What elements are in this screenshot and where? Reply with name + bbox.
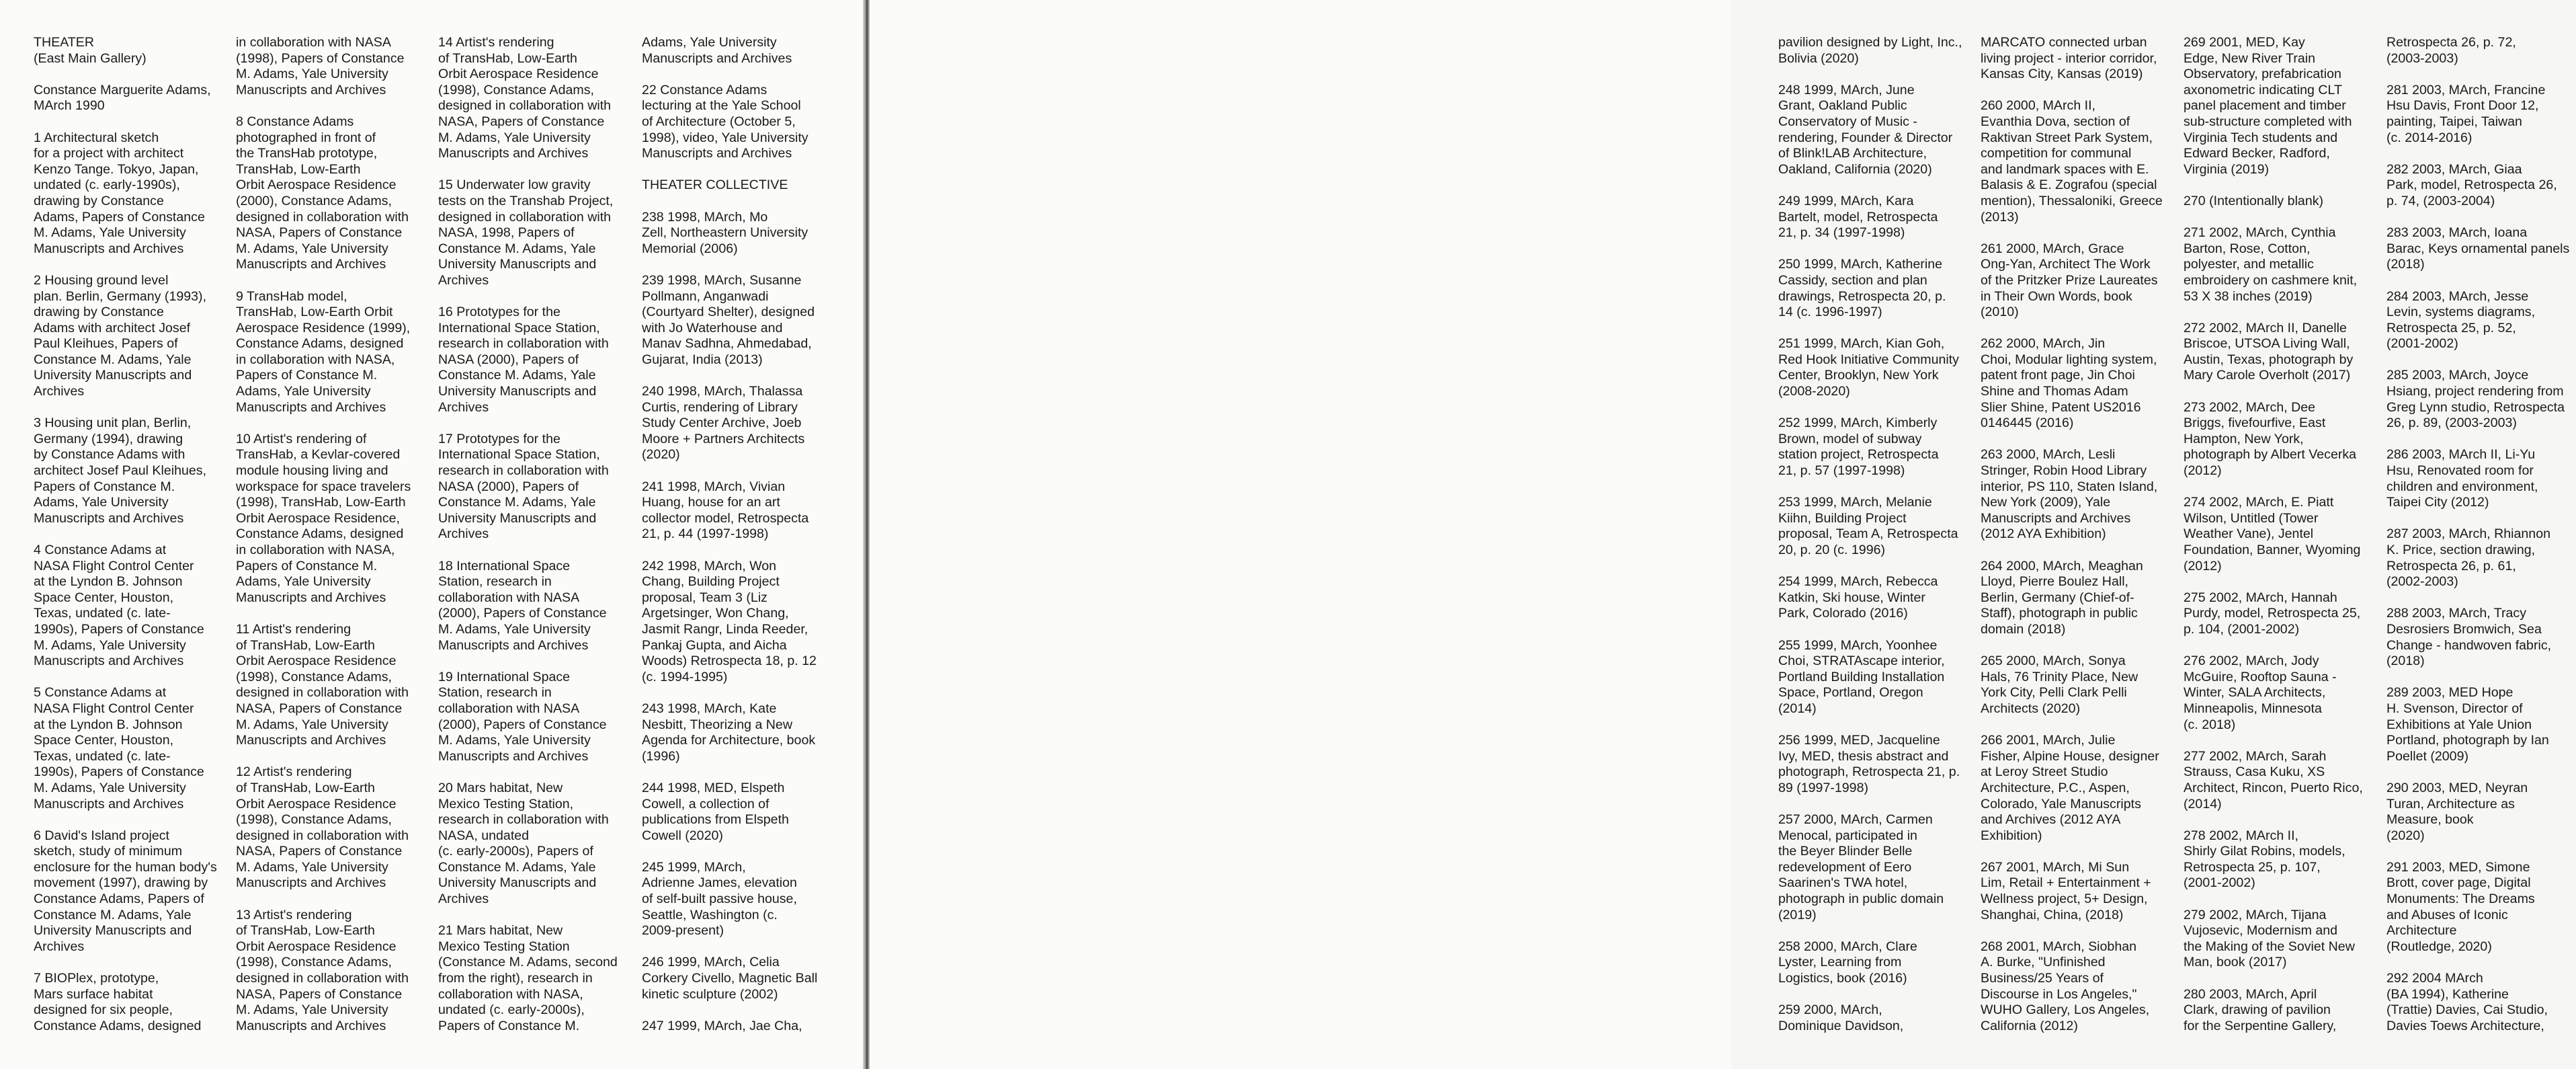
catalog-entry: 1 Architectural sketch for a project with architect Kenzo Tange. Tokyo, Japan, undated (c. early-1990s), drawing by Constance Adams, Papers of Constance M. Adams, Yale University Manuscripts and Archives bbox=[34, 130, 205, 256]
catalog-entry: 280 2003, MArch, April Clark, drawing of pavilion for the Serpentine Gallery, bbox=[2184, 986, 2337, 1033]
catalog-entry: 287 2003, MArch, Rhiannon K. Price, section drawing, Retrospecta 26, p. 61, (2002-2003) bbox=[2386, 526, 2550, 590]
catalog-entry: 275 2002, MArch, Hannah Purdy, model, Retrospecta 25, p. 104, (2001-2002) bbox=[2184, 590, 2361, 637]
catalog-entry: 244 1998, MED, Elspeth Cowell, a collection of publications from Elspeth Cowell (2020) bbox=[642, 780, 789, 843]
catalog-entry: 246 1999, MArch, Celia Corkery Civello, Magnetic Ball kinetic sculpture (2002) bbox=[642, 955, 818, 1002]
catalog-entry: 249 1999, MArch, Kara Bartelt, model, Retrospecta 21, p. 34 (1997-1998) bbox=[1778, 193, 1938, 241]
catalog-entry: THEATER COLLECTIVE bbox=[642, 177, 788, 193]
catalog-entry: 256 1999, MED, Jacqueline Ivy, MED, thesis abstract and photograph, Retrospecta 21, p. 89 (1997-1998) bbox=[1778, 733, 1960, 795]
catalog-entry: 2 Housing ground level plan. Berlin, Germany (1993), drawing by Constance Adams with architect Josef Paul Kleihues, Papers of Constance M. Adams, Yale University Manuscripts and Archives bbox=[34, 272, 207, 399]
column-3 bbox=[438, 35, 628, 1054]
catalog-entry: 253 1999, MArch, Melanie Kiihn, Building Project proposal, Team A, Retrospecta 20, p. 20 (c. 1996) bbox=[1778, 495, 1958, 557]
catalog-entry: 281 2003, MArch, Francine Hsu Davis, Front Door 12, painting, Taipei, Taiwan (c. 2014-2016) bbox=[2386, 82, 2546, 145]
catalog-entry: 240 1998, MArch, Thalassa Curtis, rendering of Library Study Center Archive, Joeb Moore + Partners Architects (2020) bbox=[642, 384, 805, 463]
catalog-entry: 266 2001, MArch, Julie Fisher, Alpine House, designer at Leroy Street Studio Architecture, P.C., Aspen, Colorado, Yale Manuscripts and Archives (2012 AYA Exhibition) bbox=[1981, 733, 2159, 843]
catalog-entry: 259 2000, MArch, Dominique Davidson, bbox=[1778, 1002, 1904, 1033]
catalog-entry: 242 1998, MArch, Won Chang, Building Project proposal, Team 3 (Liz Argetsinger, Won Chang, Jasmit Rangr, Linda Reeder, Pankaj Gupta, and Aicha Woods) Retrospecta 18, p. 12 (c. 1994-1995) bbox=[642, 558, 817, 684]
catalog-entry: 250 1999, MArch, Katherine Cassidy, section and plan drawings, Retrospecta 20, p. 14 (c. 1996-1997) bbox=[1778, 257, 1946, 320]
catalog-entry: 282 2003, MArch, Giaa Park, model, Retrospecta 26, p. 74, (2003-2004) bbox=[2386, 161, 2557, 208]
catalog-entry: 267 2001, MArch, Mi Sun Lim, Retail + Entertainment + Wellness project, 5+ Design, Shanghai, China, (2018) bbox=[1981, 859, 2151, 922]
catalog-entry: 263 2000, MArch, Lesli Stringer, Robin Hood Library interior, PS 110, Staten Island, New York (2009), Yale Manuscripts and Archives (2012 AYA Exhibition) bbox=[1981, 447, 2158, 542]
catalog-entry: 278 2002, MArch II, Shirly Gilat Robins, models, Retrospecta 25, p. 107, (2001-2002) bbox=[2184, 828, 2345, 891]
catalog-entry: 9 TransHab model, TransHab, Low-Earth Orbit Aerospace Residence (1999), Constance Adams, designed in collaboration with NASA, Papers of Constance M. Adams, Yale University Manuscripts and Archives bbox=[236, 288, 411, 415]
catalog-entry: Constance Marguerite Adams, MArch 1990 bbox=[34, 82, 211, 114]
catalog-entry: 10 Artist's rendering of TransHab, a Kevlar-covered module housing living and workspace for space travelers (1998), TransHab, Low-Earth Orbit Aerospace Residence, Constance Adams, designed in collaboration with NASA, Papers of Constance M. Adams, Yale University Manuscripts and Archives bbox=[236, 431, 411, 605]
column-5 bbox=[1778, 35, 1968, 1054]
catalog-entry: 4 Constance Adams at NASA Flight Control Center at the Lyndon B. Johnson Space Center, Houston, Texas, undated (c. late- 1990s), Papers of Constance M. Adams, Yale University Manuscripts and Archives bbox=[34, 543, 204, 669]
catalog-entry: 239 1998, MArch, Susanne Pollmann, Anganwadi (Courtyard Shelter), designed with Jo Waterhouse and Manav Sadhna, Ahmedabad, Gujarat, India (2013) bbox=[642, 272, 815, 367]
catalog-entry: 291 2003, MED, Simone Brott, cover page, Digital Monuments: The Dreams and Abuses of Iconic Architecture (Routledge, 2020) bbox=[2386, 859, 2535, 954]
catalog-entry: 257 2000, MArch, Carmen Menocal, participated in the Beyer Blinder Belle redevelopment of Eero Saarinen's TWA hotel, photograph in public domain (2019) bbox=[1778, 812, 1944, 922]
catalog-entry: 22 Constance Adams lecturing at the Yale School of Architecture (October 5, 1998), video, Yale University Manuscripts and Archives bbox=[642, 82, 808, 161]
column-6 bbox=[1981, 35, 2170, 1054]
catalog-entry: 243 1998, MArch, Kate Nesbitt, Theorizing a New Agenda for Architecture, book (1996) bbox=[642, 701, 816, 764]
column-4 bbox=[642, 35, 831, 1054]
catalog-entry: 290 2003, MED, Neyran Turan, Architecture as Measure, book (2020) bbox=[2386, 780, 2528, 843]
catalog-entry: 238 1998, MArch, Mo Zell, Northeastern University Memorial (2006) bbox=[642, 209, 808, 256]
catalog-entry: 255 1999, MArch, Yoonhee Choi, STRATAscape interior, Portland Building Installation Space, Portland, Oregon (2014) bbox=[1778, 637, 1945, 716]
catalog-entry: 252 1999, MArch, Kimberly Brown, model of subway station project, Retrospecta 21, p. 57 (1997-1998) bbox=[1778, 415, 1939, 479]
book-gutter bbox=[863, 0, 870, 1069]
catalog-entry: 260 2000, MArch II, Evanthia Dova, section of Raktivan Street Park System, competition for communal and landmark spaces with E. Balasis & E. Zografou (special mention), Thessaloniki, Greece (2013) bbox=[1981, 98, 2163, 225]
catalog-entry: MARCATO connected urban living project - interior corridor, Kansas City, Kansas (2019) bbox=[1981, 35, 2157, 82]
catalog-entry: 7 BIOPlex, prototype, Mars surface habitat designed for six people, Constance Adams, designed bbox=[34, 971, 202, 1033]
catalog-entry: 273 2002, MArch, Dee Briggs, fivefourfive, East Hampton, New York, photograph by Albert Vecerka (2012) bbox=[2184, 399, 2357, 479]
catalog-entry: 283 2003, MArch, Ioana Barac, Keys ornamental panels (2018) bbox=[2386, 225, 2570, 272]
catalog-entry: 286 2003, MArch II, Li-Yu Hsu, Renovated room for children and environment, Taipei City (2012) bbox=[2386, 447, 2538, 510]
column-1 bbox=[34, 35, 223, 1054]
catalog-entry: 258 2000, MArch, Clare Lyster, Learning from Logistics, book (2016) bbox=[1778, 939, 1917, 986]
catalog-entry: pavilion designed by Light, Inc., Bolivia (2020) bbox=[1778, 35, 1962, 66]
catalog-entry: 270 (Intentionally blank) bbox=[2184, 193, 2324, 208]
catalog-entry: 11 Artist's rendering of TransHab, Low-Earth Orbit Aerospace Residence (1998), Constance Adams, designed in collaboration with NASA, Papers of Constance M. Adams, Yale University Manuscripts and Archives bbox=[236, 621, 409, 748]
catalog-entry: 277 2002, MArch, Sarah Strauss, Casa Kuku, XS Architect, Rincon, Puerto Rico, (2014) bbox=[2184, 748, 2363, 811]
catalog-entry: 248 1999, MArch, June Grant, Oakland Public Conservatory of Music - rendering, Founder & Director of Blink!LAB Architecture, Oakland, California (2020) bbox=[1778, 82, 1953, 177]
catalog-entry: 251 1999, MArch, Kian Goh, Red Hook Initiative Community Center, Brooklyn, New York (2008-2020) bbox=[1778, 336, 1959, 399]
catalog-entry: 15 Underwater low gravity tests on the Transhab Project, designed in collaboration with NASA, 1998, Papers of Constance M. Adams, Yale University Manuscripts and Archives bbox=[438, 177, 614, 288]
catalog-entry: 292 2004 MArch (BA 1994), Katherine (Trattie) Davies, Cai Studio, Davies Toews Architecture, bbox=[2386, 971, 2548, 1033]
left-page bbox=[0, 0, 863, 1069]
catalog-entry: 8 Constance Adams photographed in front of the TransHab prototype, TransHab, Low-Earth Orbit Aerospace Residence (2000), Constance Adams, designed in collaboration with NASA, Papers of Constance M. Adams, Yale University Manuscripts and Archives bbox=[236, 114, 409, 272]
catalog-entry: 6 David's Island project sketch, study of minimum enclosure for the human body's movement (1997), drawing by Constance Adams, Papers of Constance M. Adams, Yale University Manuscripts and Archives bbox=[34, 828, 217, 954]
catalog-entry: 285 2003, MArch, Joyce Hsiang, project rendering from Greg Lynn studio, Retrospecta 26, p. 89, (2003-2003) bbox=[2386, 368, 2565, 431]
column-8 bbox=[2386, 35, 2576, 1054]
catalog-entry: 279 2002, MArch, Tijana Vujosevic, Modernism and the Making of the Soviet New Man, book (2017) bbox=[2184, 907, 2355, 970]
catalog-entry: 268 2001, MArch, Siobhan A. Burke, "Unfinished Business/25 Years of Discourse in Los Angeles," WUHO Gallery, Los Angeles, California (2012) bbox=[1981, 939, 2150, 1033]
catalog-entry: 14 Artist's rendering of TransHab, Low-Earth Orbit Aerospace Residence (1998), Constance Adams, designed in collaboration with NASA, Papers of Constance M. Adams, Yale University Manuscripts and Archives bbox=[438, 35, 612, 161]
catalog-entry: 12 Artist's rendering of TransHab, Low-Earth Orbit Aerospace Residence (1998), Constance Adams, designed in collaboration with NASA, Papers of Constance M. Adams, Yale University Manuscripts and Archives bbox=[236, 764, 409, 891]
catalog-entry: 269 2001, MED, Kay Edge, New River Train Observatory, prefabrication axonometric indicating CLT panel placement and timber sub-structure completed with Virginia Tech students and Edward Becker, Radford, Virginia (2019) bbox=[2184, 35, 2352, 177]
catalog-entry: 245 1999, MArch, Adrienne James, elevation of self-built passive house, Seattle, Washington (c. 2009-present) bbox=[642, 859, 797, 939]
catalog-entry: Retrospecta 26, p. 72, (2003-2003) bbox=[2386, 35, 2516, 66]
catalog-entry: 5 Constance Adams at NASA Flight Control Center at the Lyndon B. Johnson Space Center, Houston, Texas, undated (c. late- 1990s), Papers of Constance M. Adams, Yale University Manuscripts and Archives bbox=[34, 685, 204, 811]
catalog-entry: 262 2000, MArch, Jin Choi, Modular lighting system, patent front page, Jin Choi Shine and Thomas Adam Slier Shine, Patent US2016 0146445 (2016) bbox=[1981, 336, 2157, 431]
catalog-entry: 284 2003, MArch, Jesse Levin, systems diagrams, Retrospecta 25, p. 52, (2001-2002) bbox=[2386, 288, 2536, 352]
catalog-entry: 247 1999, MArch, Jae Cha, bbox=[642, 1018, 802, 1033]
catalog-entry: 19 International Space Station, research in collaboration with NASA (2000), Papers of Constance M. Adams, Yale University Manuscripts and Archives bbox=[438, 669, 607, 764]
catalog-entry: 264 2000, MArch, Meaghan Lloyd, Pierre Boulez Hall, Berlin, Germany (Chief-of- Staff), photograph in public domain (2018) bbox=[1981, 558, 2143, 637]
catalog-entry: 265 2000, MArch, Sonya Hals, 76 Trinity Place, New York City, Pelli Clark Pelli Architects (2020) bbox=[1981, 654, 2138, 716]
catalog-entry: 18 International Space Station, research in collaboration with NASA (2000), Papers of Constance M. Adams, Yale University Manuscripts and Archives bbox=[438, 558, 607, 653]
catalog-entry: 254 1999, MArch, Rebecca Katkin, Ski house, Winter Park, Colorado (2016) bbox=[1778, 574, 1938, 621]
catalog-entry: 17 Prototypes for the International Space Station, research in collaboration with NASA (2000), Papers of Constance M. Adams, Yale University Manuscripts and Archives bbox=[438, 431, 609, 542]
column-2 bbox=[236, 35, 425, 1054]
catalog-entry: 289 2003, MED Hope H. Svenson, Director of Exhibitions at Yale Union Portland, photograph by Ian Poellet (2009) bbox=[2386, 685, 2549, 764]
catalog-entry: 271 2002, MArch, Cynthia Barton, Rose, Cotton, polyester, and metallic embroidery on cashmere knit, 53 X 38 inches (2019) bbox=[2184, 225, 2358, 304]
catalog-entry: 13 Artist's rendering of TransHab, Low-Earth Orbit Aerospace Residence (1998), Constance Adams, designed in collaboration with NASA, Papers of Constance M. Adams, Yale University Manuscripts and Archives bbox=[236, 907, 409, 1033]
catalog-entry: 3 Housing unit plan, Berlin, Germany (1994), drawing by Constance Adams with architect Josef Paul Kleihues, Papers of Constance M. Adams, Yale University Manuscripts and Archives bbox=[34, 415, 207, 526]
catalog-entry: 16 Prototypes for the International Space Station, research in collaboration with NASA (2000), Papers of Constance M. Adams, Yale University Manuscripts and Archives bbox=[438, 305, 609, 415]
catalog-entry: Adams, Yale University Manuscripts and Archives bbox=[642, 35, 792, 66]
catalog-entry: in collaboration with NASA (1998), Papers of Constance M. Adams, Yale University Manuscripts and Archives bbox=[236, 35, 405, 97]
catalog-entry: 261 2000, MArch, Grace Ong-Yan, Architect The Work of the Pritzker Prize Laureates in Their Own Words, book (2010) bbox=[1981, 241, 2158, 320]
catalog-entry: THEATER (East Main Gallery) bbox=[34, 35, 147, 66]
catalog-entry: 272 2002, MArch II, Danelle Briscoe, UTSOA Living Wall, Austin, Texas, photograph by Mary Carole Overholt (2017) bbox=[2184, 320, 2354, 383]
catalog-entry: 21 Mars habitat, New Mexico Testing Station (Constance M. Adams, second from the right), research in collaboration with NASA, undated (c. early-2000s), Papers of Constance M. bbox=[438, 923, 618, 1033]
right-page bbox=[870, 0, 2570, 1069]
catalog-entry: 276 2002, MArch, Jody McGuire, Rooftop Sauna - Winter, SALA Architects, Minneapolis, Minnesota (c. 2018) bbox=[2184, 654, 2337, 732]
catalog-entry: 274 2002, MArch, E. Piatt Wilson, Untitled (Tower Weather Vane), Jentel Foundation, Banner, Wyoming (2012) bbox=[2184, 495, 2361, 573]
column-7 bbox=[2184, 35, 2373, 1054]
catalog-entry: 288 2003, MArch, Tracy Desrosiers Bromwich, Sea Change - handwoven fabric, (2018) bbox=[2386, 606, 2552, 669]
catalog-entry: 20 Mars habitat, New Mexico Testing Station, research in collaboration with NASA, undated (c. early-2000s), Papers of Constance M. Adams, Yale University Manuscripts and Archives bbox=[438, 780, 609, 907]
catalog-entry: 241 1998, MArch, Vivian Huang, house for an art collector model, Retrospecta 21, p. 44 (1997-1998) bbox=[642, 479, 809, 542]
